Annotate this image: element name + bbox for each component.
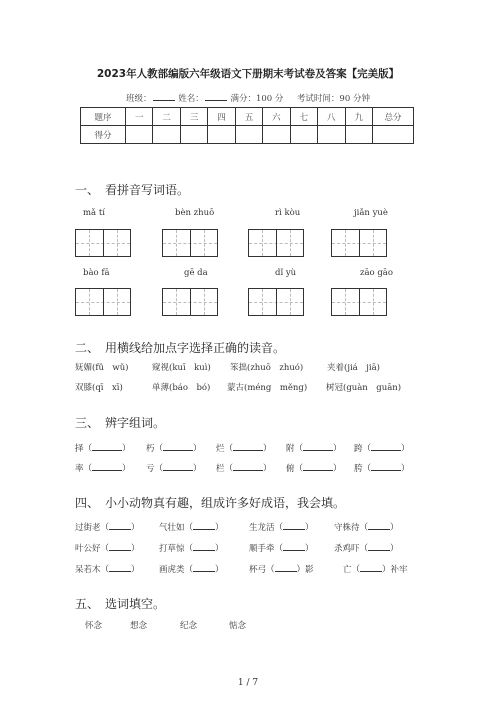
word-item: 亏（ ） xyxy=(146,461,202,474)
char: 择 xyxy=(75,444,84,454)
score-header-cell: 八 xyxy=(318,108,345,126)
word-item: 胯（ ） xyxy=(354,461,410,474)
answer-blank[interactable] xyxy=(303,441,333,451)
reading-item: 妩媚(fǔ wǔ) xyxy=(75,363,129,373)
score-cell xyxy=(318,126,345,144)
score-header-cell: 二 xyxy=(153,108,180,126)
section-5-heading xyxy=(75,595,165,612)
word-item: 俯（ ） xyxy=(286,461,342,474)
writing-grid[interactable] xyxy=(162,229,218,257)
idiom-text: 打草惊（ xyxy=(159,544,194,554)
writing-grid[interactable] xyxy=(162,288,218,316)
score-cell xyxy=(345,126,373,144)
idiom-text: ）补牢 xyxy=(382,565,408,575)
word-item: 跨（ ） xyxy=(354,441,410,454)
score-header-cell: 五 xyxy=(235,108,262,126)
answer-blank[interactable] xyxy=(109,520,131,530)
char: 胯 xyxy=(354,464,363,474)
answer-blank[interactable] xyxy=(371,461,401,471)
char: 率 xyxy=(75,464,84,474)
score-label: 满分：100 分 xyxy=(230,94,284,104)
class-label: 班级： xyxy=(126,94,152,104)
idiom-item: 过街老（ ） xyxy=(75,520,140,533)
score-row-label: 得分 xyxy=(81,126,126,144)
answer-blank[interactable] xyxy=(275,562,297,572)
char: 跨 xyxy=(354,444,363,454)
reading-item: 树冠(guàn guān) xyxy=(326,383,402,393)
word-item: 烂（ ） xyxy=(216,441,272,454)
idiom-text: 过街老（ xyxy=(75,523,110,533)
idiom-text: 亡（ xyxy=(343,565,361,575)
answer-blank[interactable] xyxy=(193,562,215,572)
word-item: 择（ ） xyxy=(75,441,131,454)
score-cell xyxy=(373,126,414,144)
score-cell xyxy=(126,126,153,144)
word-item: 栏（ ） xyxy=(216,461,272,474)
word-item: 附（ ） xyxy=(286,441,342,454)
score-table-header-row xyxy=(81,108,414,126)
char: 俯 xyxy=(286,464,295,474)
answer-blank[interactable] xyxy=(368,520,390,530)
section-number: 三、 xyxy=(75,416,100,430)
answer-blank[interactable] xyxy=(283,520,305,530)
pinyin: mǎ tí xyxy=(83,208,105,218)
answer-blank[interactable] xyxy=(109,541,131,551)
answer-blank[interactable] xyxy=(368,541,390,551)
page-title: 2023年人教部编版六年级语文下册期末考试卷及答案【完美版】 xyxy=(96,68,400,80)
idiom-item: 气壮如（ ） xyxy=(159,520,224,533)
word-choice: 想念 xyxy=(130,621,148,631)
idiom-item xyxy=(343,562,408,575)
answer-blank[interactable] xyxy=(233,441,263,451)
char: 亏 xyxy=(146,464,155,474)
score-cell xyxy=(290,126,317,144)
idiom-text: 生龙活（ xyxy=(249,523,284,533)
reading-item: 双膝(qī xī) xyxy=(75,383,123,393)
idiom-text: 叶公好（ xyxy=(75,544,110,554)
score-table-score-row xyxy=(81,126,414,144)
time-label: 考试时间：90 分钟 xyxy=(296,94,370,104)
pinyin: bào fā xyxy=(83,268,110,278)
score-cell xyxy=(235,126,262,144)
word-choice: 纪念 xyxy=(180,621,198,631)
section-title: 选词填空。 xyxy=(105,597,166,611)
idiom-text: 画虎类（ xyxy=(159,565,194,575)
answer-blank[interactable] xyxy=(193,541,215,551)
class-blank xyxy=(153,92,175,101)
writing-grid[interactable] xyxy=(331,229,387,257)
reading-item: 单薄(báo bó) xyxy=(152,383,211,393)
section-3-heading xyxy=(75,414,165,431)
word-item: 率（ ） xyxy=(75,461,131,474)
writing-grid[interactable] xyxy=(75,229,131,257)
idiom-item: 画虎类（ ） xyxy=(159,562,224,575)
pinyin: jiǎn yuè xyxy=(354,208,388,218)
writing-grid[interactable] xyxy=(331,288,387,316)
pinyin: bèn zhuō xyxy=(175,208,215,218)
word-choice: 惦念 xyxy=(229,621,247,631)
score-header-cell: 六 xyxy=(263,108,290,126)
score-table xyxy=(80,107,414,144)
writing-grid[interactable] xyxy=(248,229,304,257)
answer-blank[interactable] xyxy=(303,461,333,471)
score-cell xyxy=(180,126,207,144)
score-header-cell: 九 xyxy=(345,108,373,126)
section-number: 五、 xyxy=(75,597,100,611)
pinyin: dǐ yù xyxy=(275,268,297,278)
answer-blank[interactable] xyxy=(233,461,263,471)
idiom-item: 呆若木（ ） xyxy=(75,562,140,575)
section-number: 二、 xyxy=(75,341,100,355)
word-item: 朽（ ） xyxy=(146,441,202,454)
section-4-heading xyxy=(75,494,345,511)
answer-blank[interactable] xyxy=(163,441,193,451)
idiom-text: 呆若木（ xyxy=(75,565,110,575)
idiom-item: 守株待（ ） xyxy=(334,520,399,533)
score-header-cell: 四 xyxy=(208,108,235,126)
idiom-item: 杀鸡吓（ ） xyxy=(334,541,399,554)
idiom-item: 叶公好（ ） xyxy=(75,541,140,554)
score-cell xyxy=(153,126,180,144)
idiom-text: 杀鸡吓（ xyxy=(334,544,369,554)
idiom-item: 打草惊（ ） xyxy=(159,541,224,554)
name-blank xyxy=(205,92,227,101)
pinyin: gē da xyxy=(184,268,208,278)
score-header-cell: 七 xyxy=(290,108,317,126)
word-choice: 怀念 xyxy=(85,621,103,631)
reading-item: 窥视(kuī kuì) xyxy=(152,363,211,373)
idiom-item: 生龙活（ ） xyxy=(249,520,314,533)
answer-blank[interactable] xyxy=(109,562,131,572)
section-2-heading xyxy=(75,339,285,356)
answer-blank[interactable] xyxy=(283,541,305,551)
reading-item: 笨拙(zhuō zhuó) xyxy=(230,363,304,373)
reading-item: 夹着(jiá jiā) xyxy=(327,363,380,373)
answer-blank[interactable] xyxy=(92,461,122,471)
char: 栏 xyxy=(216,464,225,474)
section-number: 四、 xyxy=(75,496,100,510)
score-cell xyxy=(263,126,290,144)
answer-blank[interactable] xyxy=(163,461,193,471)
idiom-text: 气壮如（ xyxy=(159,523,194,533)
name-label: 姓名： xyxy=(178,94,204,104)
idiom-text: 守株待（ xyxy=(334,523,369,533)
idiom-item xyxy=(249,562,314,575)
section-title: 用横线给加点字选择正确的读音。 xyxy=(105,341,286,355)
page-number: 1 / 7 xyxy=(237,678,259,688)
idiom-text: 杯弓（ xyxy=(249,565,275,575)
writing-grid[interactable] xyxy=(248,288,304,316)
answer-blank[interactable] xyxy=(360,562,382,572)
idiom-text: ）影 xyxy=(296,565,314,575)
section-title: 辨字组词。 xyxy=(105,416,166,430)
pinyin: rì kòu xyxy=(275,208,301,218)
pinyin: zāo gāo xyxy=(360,268,393,278)
answer-blank[interactable] xyxy=(193,520,215,530)
score-header-cell: 一 xyxy=(126,108,153,126)
exam-info xyxy=(0,92,496,104)
char: 朽 xyxy=(146,444,155,454)
score-header-cell: 总分 xyxy=(373,108,414,126)
idiom-item: 顺手牵（ ） xyxy=(249,541,314,554)
section-number: 一、 xyxy=(75,183,100,197)
score-cell xyxy=(208,126,235,144)
char: 烂 xyxy=(216,444,225,454)
writing-grid[interactable] xyxy=(75,288,131,316)
section-title: 看拼音写词语。 xyxy=(105,183,190,197)
answer-blank[interactable] xyxy=(371,441,401,451)
idiom-text: 顺手牵（ xyxy=(249,544,284,554)
reading-item: 蒙古(méng měng) xyxy=(227,383,308,393)
section-1-heading xyxy=(75,181,189,198)
answer-blank[interactable] xyxy=(92,441,122,451)
section-title: 小小动物真有趣，组成许多好成语，我会填。 xyxy=(105,496,346,510)
char: 附 xyxy=(286,444,295,454)
score-header-cell: 三 xyxy=(180,108,207,126)
score-header-cell: 题序 xyxy=(81,108,126,126)
